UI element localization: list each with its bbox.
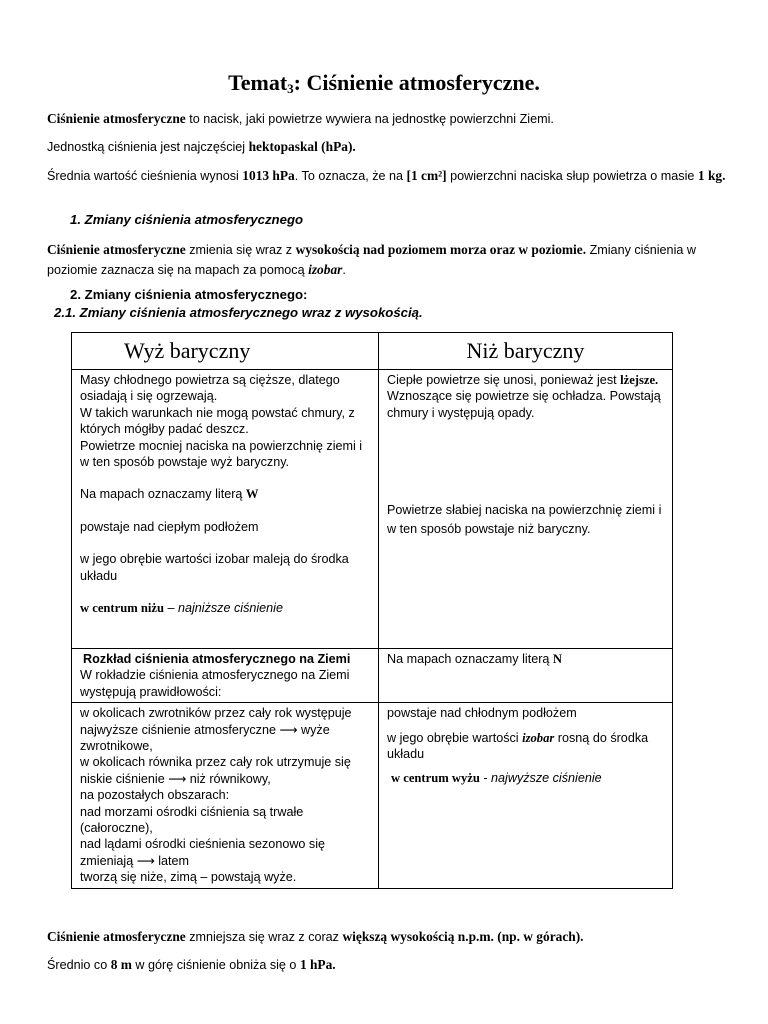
cell-distribution-title: Rozkład ciśnienia atmosferycznego na Ziemi W rokładzie ciśnienia atmosferycznego na Ziemi występują prawidłowości: <box>72 649 379 703</box>
header-high-pressure: Wyż baryczny <box>72 333 379 370</box>
cell-high-description: Masy chłodnego powietrza są cięższe, dlatego osiadają i się ogrzewają. W takich warunkach nie mogą powstać chmury, z których mógłby padać deszcz. Powietrze mocniej naciska na powierzchnię ziemi i w ten sposób powstaje wyż baryczny. Na mapach oznaczamy literą W powstaje nad ciepłym podłożem w jego obrębie wartości izobar maleją do środka układu w centrum niżu – najniższe ciśnienie <box>72 370 379 649</box>
paragraph-changes: Ciśnienie atmosferyczne zmienia się wraz z wysokością nad poziomem morza oraz w poziomie. Zmiany ciśnienia w poziomie zaznacza się na mapach za pomocą izobar. <box>47 242 696 277</box>
heading-changes-2: 2. Zmiany ciśnienia atmosferycznego: <box>70 287 308 302</box>
title-subscript: 3 <box>287 81 294 96</box>
heading-changes-2-1: 2.1. Zmiany ciśnienia atmosferycznego wraz z wysokością. <box>54 305 423 320</box>
table-row <box>72 649 673 703</box>
paragraph-rate: Średnio co 8 m w górę ciśnienie obniża się o 1 hPa. <box>47 957 336 972</box>
cell-distribution-rules: w okolicach zwrotników przez cały rok występuje najwyższe ciśnienie atmosferyczne ⟶ wyże zwrotnikowe, w okolicach równika przez cały rok utrzymuje się niskie ciśnienie ⟶ niż równikowy, na pozostałych obszarach: nad morzami ośrodki ciśnienia są trwałe (całoroczne), nad lądami ośrodki cieśnienia sezonowo się zmieniają ⟶ latem tworzą się niże, zimą – powstają wyże. <box>72 703 379 888</box>
cell-low-letter: Na mapach oznaczamy literą N <box>379 649 673 703</box>
paragraph-average: Średnia wartość cieśnienia wynosi 1013 hPa. To oznacza, że na [1 cm²] powierzchni naciska słup powietrza o masie 1 kg. <box>47 168 726 183</box>
table-row <box>72 370 673 649</box>
table-header-row <box>72 333 673 370</box>
title-rest: : Ciśnienie atmosferyczne. <box>293 70 540 95</box>
heading-changes-1: 1. Zmiany ciśnienia atmosferycznego <box>70 212 304 227</box>
header-low-pressure: Niż baryczny <box>379 333 673 370</box>
paragraph-unit: Jednostką ciśnienia jest najczęściej hektopaskal (hPa). <box>47 139 356 154</box>
table-row <box>72 703 673 888</box>
paragraph-definition: Ciśnienie atmosferyczne to nacisk, jaki powietrze wywiera na jednostkę powierzchni Ziemi. <box>47 111 554 126</box>
page-title <box>0 70 768 97</box>
pressure-table <box>71 332 673 889</box>
paragraph-altitude: Ciśnienie atmosferyczne zmniejsza się wraz z coraz większą wysokością n.p.m. (np. w górach). <box>47 929 584 944</box>
title-main: Temat <box>228 70 288 95</box>
cell-low-description: Ciepłe powietrze się unosi, ponieważ jest lżejsze. Wznoszące się powietrze się ochładza. Powstają chmury i występują opady. Powietrze słabiej naciska na powierzchnię ziemi i w ten sposób powstaje niż baryczny. <box>379 370 673 649</box>
cell-high-rules: powstaje nad chłodnym podłożem w jego obrębie wartości izobar rosną do środka układu w centrum wyżu - najwyższe ciśnienie <box>379 703 673 888</box>
